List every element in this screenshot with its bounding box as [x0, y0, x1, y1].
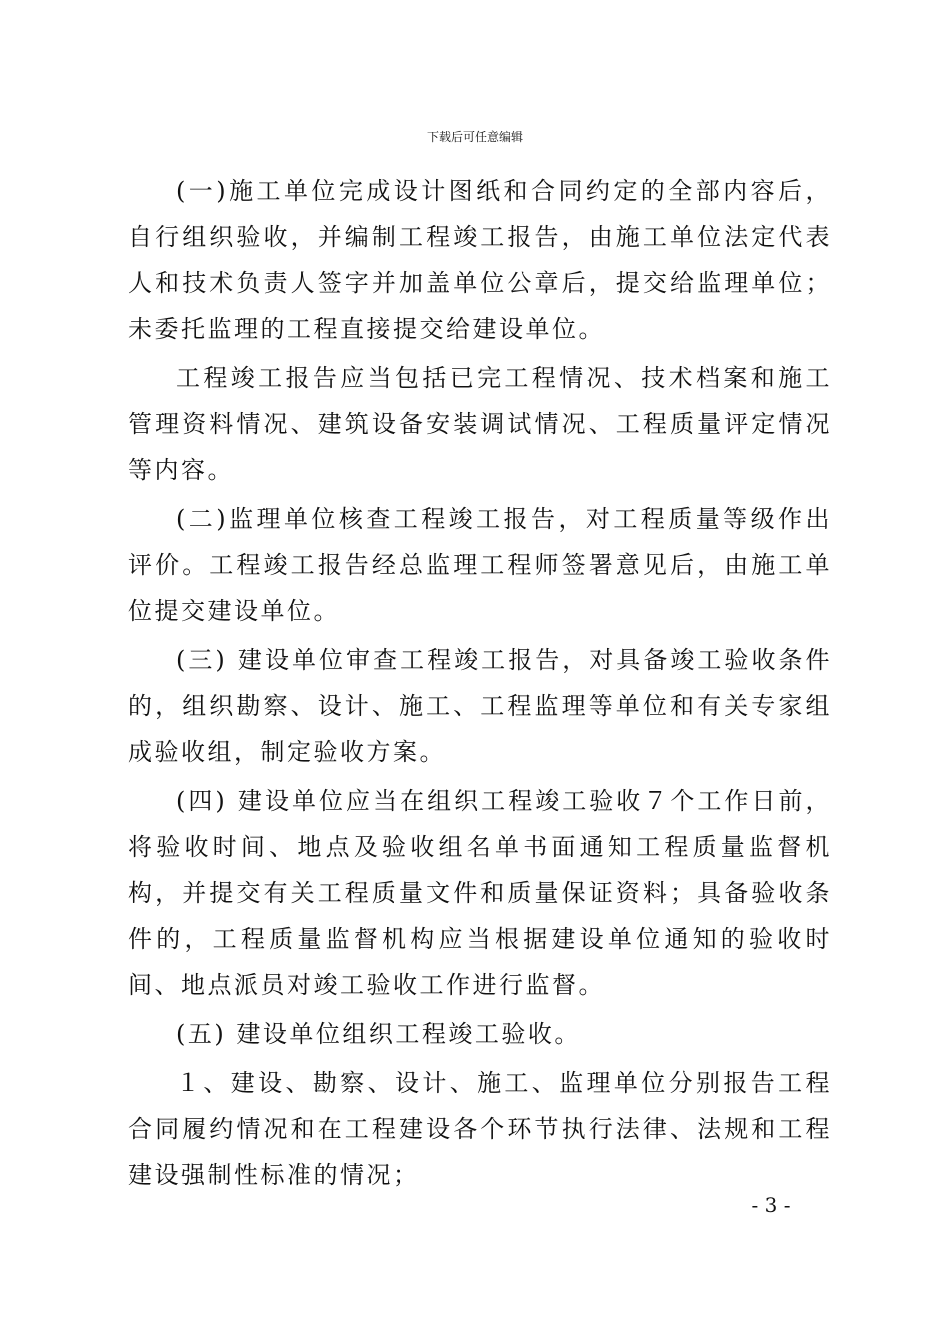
paragraph-3: (二)监理单位核查工程竣工报告，对工程质量等级作出评价。工程竣工报告经总监理工程师签署意见后，由施工单位提交建设单位。 [128, 505, 832, 625]
paragraph-2: 工程竣工报告应当包括已完工程情况、技术档案和施工管理资料情况、建筑设备安装调试情况、工程质量评定情况等内容。 [128, 364, 832, 484]
paragraph-6: (五) 建设单位组织工程竣工验收。 [176, 1020, 581, 1048]
document-body [128, 168, 832, 1201]
paragraph-5: (四) 建设单位应当在组织工程竣工验收７个工作日前，将验收时间、地点及验收组名单书面通知工程质量监督机构，并提交有关工程质量文件和质量保证资料；具备验收条件的，工程质量监督机构应当根据建设单位通知的验收时间、地点派员对竣工验收工作进行监督。 [128, 787, 832, 999]
paragraph-7: １、建设、勘察、设计、施工、监理单位分别报告工程合同履约情况和在工程建设各个环节执行法律、法规和工程建设强制性标准的情况； [128, 1069, 832, 1189]
paragraph-4: (三) 建设单位审查工程竣工报告，对具备竣工验收条件的，组织勘察、设计、施工、工程监理等单位和有关专家组成验收组，制定验收方案。 [128, 646, 832, 766]
page-header: 下载后可任意编辑 [426, 130, 523, 144]
page-number: - 3 - [751, 1193, 791, 1217]
paragraph-1: (一)施工单位完成设计图纸和合同约定的全部内容后，自行组织验收，并编制工程竣工报告，由施工单位法定代表人和技术负责人签字并加盖单位公章后，提交给监理单位；未委托监理的工程直接提交给建设单位。 [128, 177, 832, 343]
